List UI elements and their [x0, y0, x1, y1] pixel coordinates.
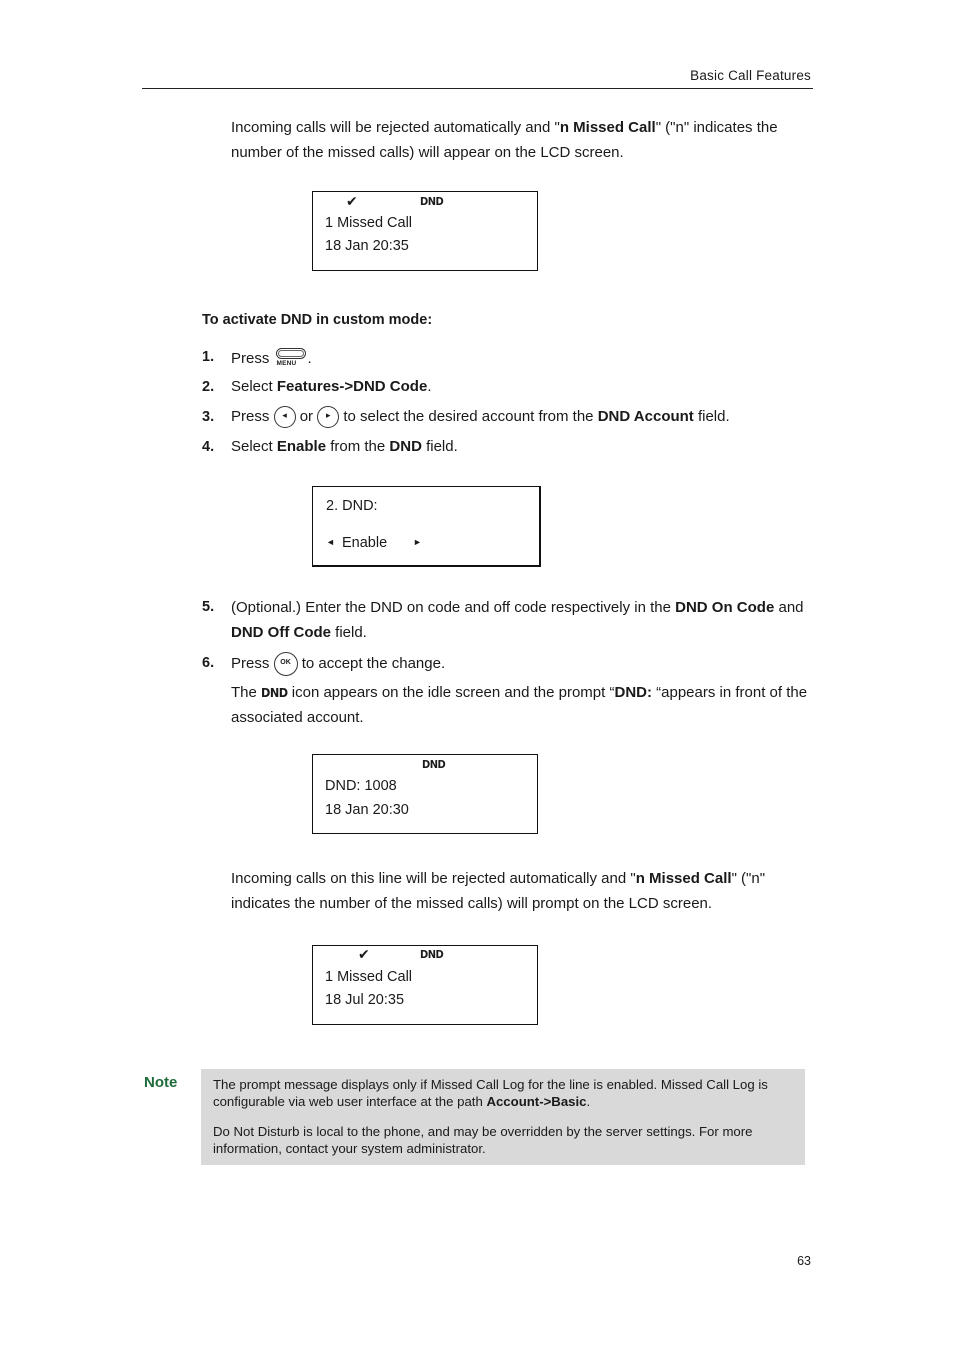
step-2-end: .: [427, 378, 432, 395]
step-4-end: field.: [421, 438, 458, 455]
lcd-line-2: 18 Jan 20:35: [325, 238, 409, 254]
lcd-screen-missed-call-2: [312, 945, 538, 1025]
left-arrow-glyph: ◂: [282, 410, 287, 420]
step-4-label: Select: [231, 438, 277, 455]
intro-text-2: " ("n" indicates the number of the missed calls) will appear on the LCD screen.: [231, 119, 778, 161]
step-2-path: Features->DND Code: [276, 378, 428, 395]
step-2-label: Select: [231, 378, 277, 395]
lcd-line-1: 2. DND:: [326, 498, 378, 514]
dnd-icon: DND: [422, 758, 446, 771]
step-5-end: field.: [331, 624, 367, 641]
intro-paragraph: [231, 115, 816, 165]
step-6-number: 6.: [202, 655, 215, 671]
step-1-number: 1.: [202, 349, 215, 365]
lcd-screen-dnd-idle: [312, 754, 538, 834]
step-3-field: DND Account: [597, 407, 694, 425]
step-5-and: and: [774, 599, 804, 616]
note-p1-path: Account->Basic: [486, 1094, 587, 1109]
intro-bold-missed-call: n Missed Call: [559, 119, 656, 136]
right-arrow-icon: ►: [413, 537, 422, 547]
step-3-text-2: to select the desired account from the: [343, 407, 598, 425]
incoming-paragraph-2: [231, 866, 806, 916]
note-box: [201, 1069, 805, 1165]
dnd-icon: DND: [420, 948, 444, 961]
step-4-number: 4.: [202, 439, 215, 455]
dnd-idle-text-1: The: [231, 684, 262, 701]
left-navigation-key-icon: [274, 406, 296, 428]
step-5-off-code: DND Off Code: [231, 624, 331, 641]
menu-key-label: MENU: [276, 360, 297, 367]
step-1-label: Press: [231, 349, 270, 367]
running-header: Basic Call Features: [690, 68, 811, 83]
checkmark-icon: ✔: [346, 193, 358, 209]
lcd-screen-missed-call-1: [312, 191, 538, 271]
step-2-number: 2.: [202, 379, 215, 395]
note-paragraph-1: [213, 1076, 793, 1110]
lcd-value: Enable: [342, 535, 388, 551]
menu-key-inner: [278, 350, 304, 357]
dnd-idle-text-2: icon appears on the idle screen and the prompt “: [287, 684, 615, 701]
note-p1-end: .: [586, 1094, 591, 1109]
note-paragraph-2: Do Not Disturb is local to the phone, and may be overridden by the server settings. For more information, contact your system administrator.: [213, 1124, 753, 1156]
incoming2-bold-missed-call: n Missed Call: [635, 870, 732, 887]
dnd-idle-prompt: DND:: [614, 684, 652, 701]
intro-text-1: Incoming calls will be rejected automatically and ": [231, 119, 560, 136]
step-5-number: 5.: [202, 599, 215, 615]
step-4-text: [231, 438, 458, 455]
lcd-screen-dnd-setting: [312, 486, 541, 567]
dnd-inline-icon: DND: [261, 685, 288, 700]
step-5-text: [231, 595, 821, 645]
note-label: Note: [144, 1074, 178, 1091]
right-navigation-key-icon: [317, 406, 339, 428]
section-title: To activate DND in custom mode:: [202, 312, 433, 328]
dnd-idle-text-3: “appears in front of the associated account.: [231, 684, 808, 726]
ok-key-icon: [274, 652, 298, 676]
step-3-end: field.: [693, 407, 730, 425]
step-6-end: to accept the change.: [301, 654, 446, 672]
lcd-line-2: 18 Jul 20:35: [325, 992, 405, 1008]
step-4-enable: Enable: [276, 438, 327, 455]
step-1-end: .: [307, 349, 312, 367]
step-1-text: [231, 348, 312, 370]
step-6-label: Press: [231, 654, 270, 672]
incoming2-text-2: " ("n" indicates the number of the missed calls) will prompt on the LCD screen.: [231, 870, 766, 912]
left-arrow-icon: ◄: [326, 537, 335, 547]
step-5-on-code: DND On Code: [675, 599, 775, 616]
lcd-line-1: 1 Missed Call: [325, 215, 413, 231]
step-3-label: Press: [231, 407, 270, 425]
step-2-text: [231, 378, 431, 395]
lcd-line-1: 1 Missed Call: [325, 969, 413, 985]
incoming2-text-1: Incoming calls on this line will be rejected automatically and ": [231, 870, 636, 887]
dnd-icon: DND: [420, 195, 444, 208]
step-3-text: [231, 406, 730, 428]
step-3-number: 3.: [202, 409, 215, 425]
right-arrow-glyph: ▸: [325, 410, 331, 420]
step-6-text: [231, 652, 445, 676]
lcd-line-2: 18 Jan 20:30: [325, 802, 409, 818]
note-p1-text: The prompt message displays only if Missed Call Log for the line is enabled. Missed Call Log is configurable via web user interface at the path: [213, 1077, 768, 1109]
checkmark-icon: ✔: [358, 946, 370, 962]
page-number: 63: [797, 1254, 811, 1268]
header-divider: [142, 88, 813, 89]
step-3-or: or: [299, 407, 314, 425]
dnd-idle-paragraph: [231, 680, 816, 730]
lcd-line-1: DND: 1008: [325, 778, 397, 794]
ok-key-label: OK: [280, 659, 291, 666]
menu-key-icon: [274, 348, 308, 370]
step-5-label: (Optional.) Enter the DND on code and off code respectively in the: [231, 599, 676, 616]
step-4-text-2: from the: [326, 438, 390, 455]
step-4-dnd: DND: [389, 438, 422, 455]
